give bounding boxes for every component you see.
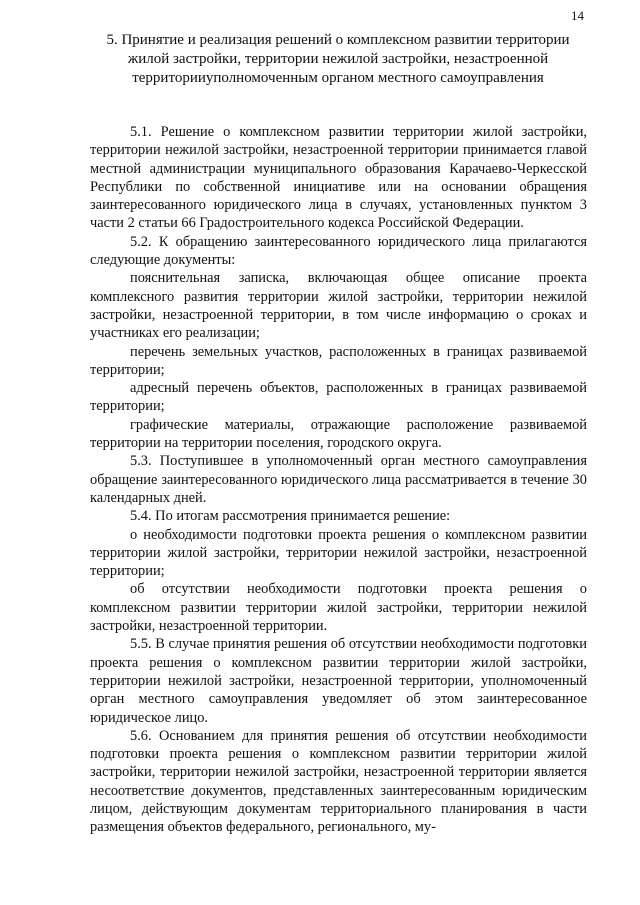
paragraph: 5.4. По итогам рассмотрения принимается решение: xyxy=(130,508,451,525)
paragraph: 5.5. В случае принятия решения об отсутствии необходимости подготовки проекта решения о комплексном развитии территории жилой застройки, территории нежилой застройки, незастроенной территории, уполномоченный орган местного самоуправления уведомляет об этом заинтересованное юридическое лицо. xyxy=(90,636,587,726)
paragraph: о необходимости подготовки проекта решения о комплексном развитии территории жилой застройки, территории нежилой застройки, незастроенной территории; xyxy=(90,526,587,580)
paragraph: пояснительная записка, включающая общее описание проекта комплексного развития территории жилой застройки, территории нежилой застройки, незастроенной территории, в том числе информацию о сроках и участниках его реализации; xyxy=(90,270,587,342)
page-number: 14 xyxy=(571,8,584,23)
paragraph: адресный перечень объектов, расположенных в границах развиваемой территории; xyxy=(90,380,587,415)
paragraph: 5.3. Поступившее в уполномоченный орган местного самоуправления обращение заинтересованного юридического лица рассматривается в течение 30 календарных дней. xyxy=(90,453,587,506)
paragraph: об отсутствии необходимости подготовки проекта решения о комплексном развитии территории жилой застройки, территории нежилой застройки, незастроенной территории. xyxy=(90,581,587,635)
paragraph: 5.1. Решение о комплексном развитии территории жилой застройки, территории нежилой застройки, незастроенной территории принимается главой местной администрации муниципального образования Карачаево-Черкесской Республики по собственной инициативе или на основании обращения заинтересованного юридического лица в случаях, установленных пунктом 3 части 2 статьи 66 Градостроительного кодекса Российской Федерации. xyxy=(90,124,587,232)
document-body xyxy=(90,123,587,837)
paragraph: 5.6. Основанием для принятия решения об отсутствии необходимости подготовки проекта решения о комплексном развитии территории жилой застройки, территории нежилой застройки, незастроенной территории является несоответствие документов, представленных заинтересованным юридическим лицом, действующим документам территориального планирования в части размещения объектов федерального, регионального, му- xyxy=(90,727,587,836)
paragraph: графические материалы, отражающие расположение развиваемой территории на территории поселения, городского округа. xyxy=(90,416,587,452)
paragraph: 5.2. К обращению заинтересованного юридического лица прилагаются следующие документы: xyxy=(90,233,587,269)
section-heading: 5. Принятие и реализация решений о комплексном развитии территории жилой застройки, территории нежилой застройки, незастроенной территорииуполномоченным органом местного самоуправления xyxy=(106,32,570,86)
paragraph: перечень земельных участков, расположенных в границах развиваемой территории; xyxy=(90,343,587,378)
